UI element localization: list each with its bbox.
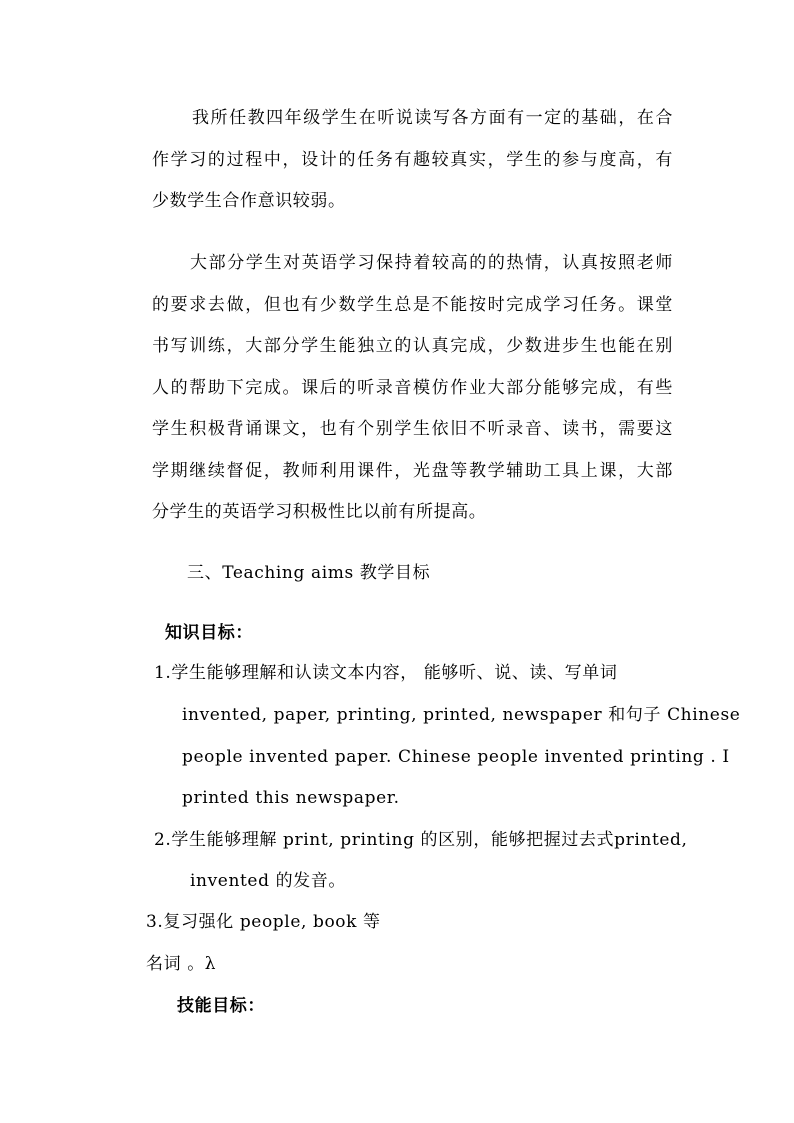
list-item-line: printed this newspaper. [182, 788, 400, 808]
paragraph-line: 分学生的英语学习积极性比以前有所提高。 [152, 502, 487, 522]
list-item-line: people invented paper. Chinese people invented printing . I [182, 747, 730, 767]
section-heading: 三、Teaching aims 教学目标 [187, 563, 431, 583]
list-item-line: invented 的发音。 [190, 871, 346, 891]
list-item-line: 1.学生能够理解和认读文本内容， 能够听、说、读、写单词 [154, 663, 618, 683]
paragraph-line: 的要求去做，但也有少数学生总是不能按时完成学习任务。课堂 [152, 295, 673, 315]
paragraph-line: 作学习的过程中，设计的任务有趣较真实，学生的参与度高，有 [152, 150, 673, 170]
list-item-line: 2.学生能够理解 print, printing 的区别，能够把握过去式printed, [154, 830, 688, 850]
knowledge-heading: 知识目标： [165, 623, 253, 643]
list-item-line: invented, paper, printing, printed, newspaper 和句子 Chinese [182, 705, 741, 725]
paragraph-line: 少数学生合作意识较弱。 [152, 191, 346, 211]
paragraph-line: 人的帮助下完成。课后的听录音模仿作业大部分能够完成，有些 [152, 378, 673, 398]
skill-heading: 技能目标： [177, 996, 265, 1016]
paragraph-line: 学期继续督促，教师利用课件，光盘等教学辅助工具上课，大部 [152, 461, 673, 481]
paragraph-line: 我所任教四年级学生在听说读写各方面有一定的基础，在合 [192, 108, 673, 128]
paragraph-line: 大部分学生对英语学习保持着较高的的热情，认真按照老师 [190, 253, 673, 273]
list-item-line: 名词 。λ [146, 954, 217, 974]
paragraph-line: 书写训练，大部分学生能独立的认真完成，少数进步生也能在别 [152, 336, 673, 356]
paragraph-line: 学生积极背诵课文，也有个别学生依旧不听录音、读书，需要这 [152, 419, 673, 439]
list-item-line: 3.复习强化 people, book 等 [146, 912, 381, 932]
